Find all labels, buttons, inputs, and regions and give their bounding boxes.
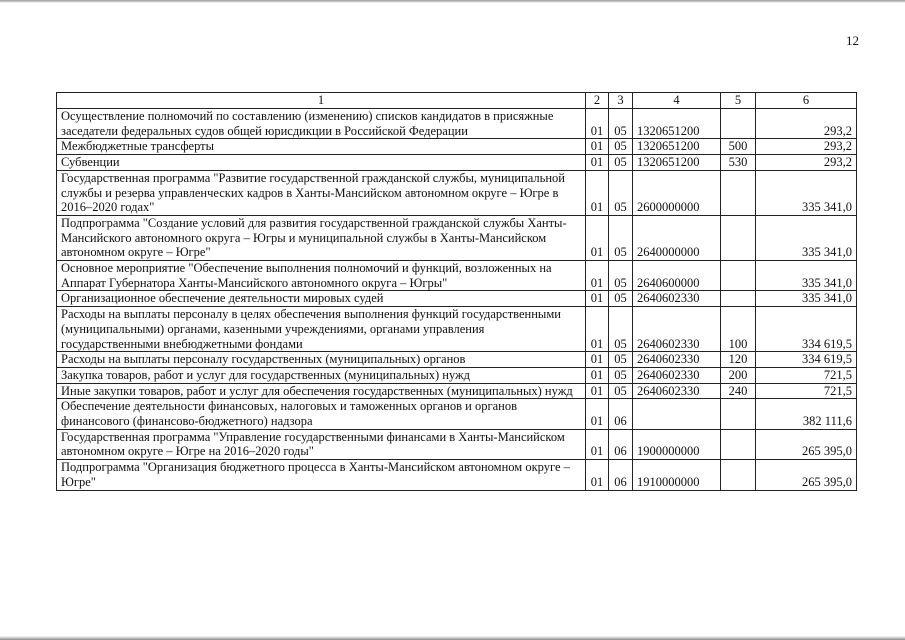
table-header-row (57, 93, 857, 109)
row-section-cell: 01 (586, 109, 609, 139)
row-amount-cell: 265 395,0 (756, 429, 857, 459)
row-section-cell: 01 (586, 352, 609, 368)
table-row (57, 307, 857, 352)
header-cell-1: 1 (57, 93, 586, 109)
row-name-cell: Субвенции (57, 155, 586, 171)
row-section-cell: 01 (586, 460, 609, 490)
row-name-cell: Межбюджетные трансферты (57, 139, 586, 155)
table-row (57, 460, 857, 490)
row-subsection-cell: 05 (609, 139, 633, 155)
row-expense-type-cell (721, 109, 756, 139)
table-row (57, 109, 857, 139)
row-amount-cell: 335 341,0 (756, 291, 857, 307)
row-name-cell: Государственная программа "Развитие государственной гражданской службы, муниципальной службы и резерва управленческих кадров в Ханты-Мансийском автономном округе – Югре в 2016–2020 годах" (57, 170, 586, 215)
row-expense-type-cell: 120 (721, 352, 756, 368)
row-expense-type-cell: 240 (721, 383, 756, 399)
row-amount-cell: 334 619,5 (756, 307, 857, 352)
row-subsection-cell: 06 (609, 429, 633, 459)
header-cell-3: 3 (609, 93, 633, 109)
row-section-cell: 01 (586, 215, 609, 260)
row-expense-type-cell (721, 170, 756, 215)
row-expense-type-cell (721, 291, 756, 307)
row-name-cell: Организационное обеспечение деятельности мировых судей (57, 291, 586, 307)
row-subsection-cell: 06 (609, 460, 633, 490)
row-name-cell: Основное мероприятие "Обеспечение выполнения полномочий и функций, возложенных на Аппарат Губернатора Ханты-Мансийского автономного округа – Югры" (57, 261, 586, 291)
row-name-cell: Закупка товаров, работ и услуг для государственных (муниципальных) нужд (57, 367, 586, 383)
row-name-cell: Расходы на выплаты персоналу в целях обеспечения выполнения функций государственными (муниципальными) органами, казенными учреждениями, органами управления государственными внебюджетными фондами (57, 307, 586, 352)
table-row (57, 170, 857, 215)
row-expense-type-cell: 500 (721, 139, 756, 155)
row-subsection-cell: 05 (609, 155, 633, 171)
row-section-cell: 01 (586, 383, 609, 399)
row-amount-cell: 334 619,5 (756, 352, 857, 368)
page-number: 12 (846, 33, 859, 48)
row-name-cell: Подпрограмма "Организация бюджетного процесса в Ханты-Мансийском автономном округе – Югре" (57, 460, 586, 490)
table-row (57, 261, 857, 291)
row-target-article-cell: 2600000000 (633, 170, 721, 215)
row-subsection-cell: 05 (609, 383, 633, 399)
row-section-cell: 01 (586, 367, 609, 383)
row-subsection-cell: 05 (609, 261, 633, 291)
row-amount-cell: 335 341,0 (756, 170, 857, 215)
row-target-article-cell (633, 399, 721, 429)
header-cell-4: 4 (633, 93, 721, 109)
table-row (57, 367, 857, 383)
row-target-article-cell: 1910000000 (633, 460, 721, 490)
row-amount-cell: 293,2 (756, 155, 857, 171)
row-name-cell: Подпрограмма "Создание условий для развития государственной гражданской службы Ханты-Мансийского автономного округа – Югры и муниципальной службы в Ханты-Мансийском автономном округе – Югре" (57, 215, 586, 260)
row-target-article-cell: 2640602330 (633, 352, 721, 368)
row-expense-type-cell (721, 429, 756, 459)
row-expense-type-cell: 530 (721, 155, 756, 171)
table-row (57, 352, 857, 368)
row-section-cell: 01 (586, 429, 609, 459)
row-subsection-cell: 05 (609, 170, 633, 215)
row-section-cell: 01 (586, 291, 609, 307)
row-name-cell: Государственная программа "Управление государственными финансами в Ханты-Мансийском автономном округе – Югре на 2016–2020 годы" (57, 429, 586, 459)
row-target-article-cell: 2640602330 (633, 307, 721, 352)
row-name-cell: Расходы на выплаты персоналу государственных (муниципальных) органов (57, 352, 586, 368)
row-amount-cell: 293,2 (756, 139, 857, 155)
row-target-article-cell: 2640602330 (633, 383, 721, 399)
row-expense-type-cell: 100 (721, 307, 756, 352)
row-expense-type-cell (721, 215, 756, 260)
row-section-cell: 01 (586, 261, 609, 291)
header-cell-2: 2 (586, 93, 609, 109)
row-subsection-cell: 05 (609, 367, 633, 383)
table-row (57, 291, 857, 307)
row-subsection-cell: 05 (609, 215, 633, 260)
row-expense-type-cell (721, 261, 756, 291)
row-expense-type-cell (721, 460, 756, 490)
row-amount-cell: 293,2 (756, 109, 857, 139)
row-name-cell: Обеспечение деятельности финансовых, налоговых и таможенных органов и органов финансового (финансово-бюджетного) надзора (57, 399, 586, 429)
header-cell-6: 6 (756, 93, 857, 109)
table-row (57, 155, 857, 171)
row-target-article-cell: 1320651200 (633, 109, 721, 139)
row-target-article-cell: 1900000000 (633, 429, 721, 459)
row-amount-cell: 721,5 (756, 367, 857, 383)
row-subsection-cell: 06 (609, 399, 633, 429)
table-row (57, 399, 857, 429)
row-target-article-cell: 1320651200 (633, 155, 721, 171)
table-row (57, 139, 857, 155)
row-amount-cell: 335 341,0 (756, 261, 857, 291)
scan-edge-bottom (0, 636, 905, 640)
row-target-article-cell: 1320651200 (633, 139, 721, 155)
table-row (57, 383, 857, 399)
budget-table (56, 92, 857, 491)
row-section-cell: 01 (586, 399, 609, 429)
row-name-cell: Иные закупки товаров, работ и услуг для обеспечения государственных (муниципальных) нужд (57, 383, 586, 399)
row-target-article-cell: 2640600000 (633, 261, 721, 291)
row-subsection-cell: 05 (609, 291, 633, 307)
header-cell-5: 5 (721, 93, 756, 109)
row-expense-type-cell (721, 399, 756, 429)
row-section-cell: 01 (586, 139, 609, 155)
row-target-article-cell: 2640602330 (633, 367, 721, 383)
row-expense-type-cell: 200 (721, 367, 756, 383)
row-name-cell: Осуществление полномочий по составлению (изменению) списков кандидатов в присяжные заседатели федеральных судов общей юрисдикции в Российской Федерации (57, 109, 586, 139)
row-section-cell: 01 (586, 155, 609, 171)
table-row (57, 215, 857, 260)
row-amount-cell: 382 111,6 (756, 399, 857, 429)
row-subsection-cell: 05 (609, 352, 633, 368)
row-section-cell: 01 (586, 307, 609, 352)
row-subsection-cell: 05 (609, 109, 633, 139)
row-section-cell: 01 (586, 170, 609, 215)
row-target-article-cell: 2640602330 (633, 291, 721, 307)
row-subsection-cell: 05 (609, 307, 633, 352)
row-target-article-cell: 2640000000 (633, 215, 721, 260)
row-amount-cell: 721,5 (756, 383, 857, 399)
scan-edge-top (0, 0, 905, 3)
row-amount-cell: 265 395,0 (756, 460, 857, 490)
table-row (57, 429, 857, 459)
row-amount-cell: 335 341,0 (756, 215, 857, 260)
